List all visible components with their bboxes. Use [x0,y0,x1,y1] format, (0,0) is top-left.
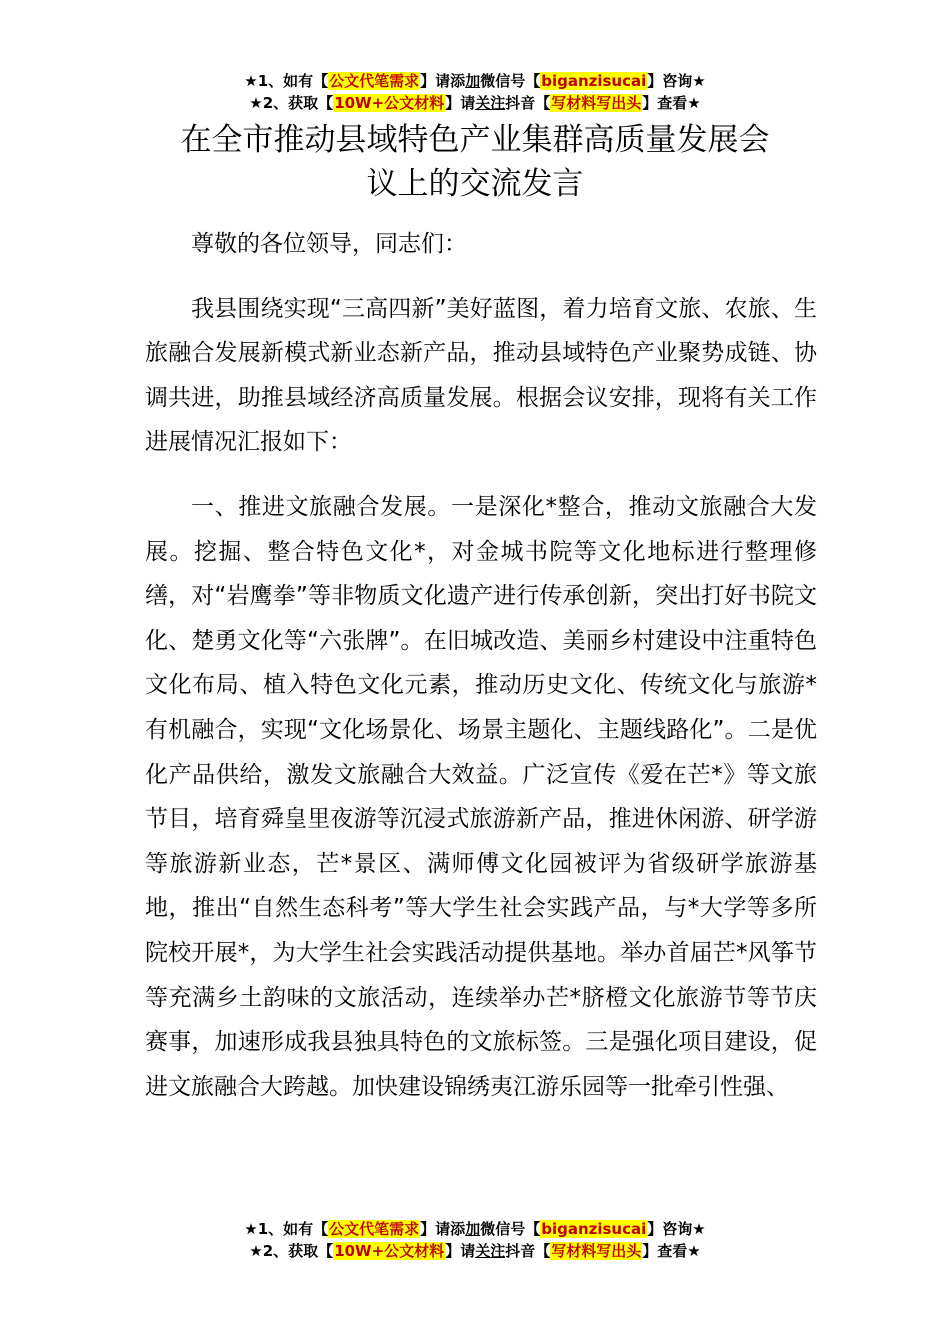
paragraph: 一、推进文旅融合发展。一是深化*整合，推动文旅融合大发展。挖掘、整合特色文化*，对金城书院等文化地标进行整理修缮，对“岩鹰拳”等非物质文化遗产进行传承创新，突出打好书院文化、楚勇文化等“六张牌”。在旧城改造、美丽乡村建设中注重特色文化布局、植入特色文化元素，推动历史文化、传统文化与旅游*有机融合，实现“文化场景化、场景主题化、主题线路化”。二是优化产品供给，激发文旅融合大效益。广泛宣传《爱在芒*》等文旅节目，培育舜皇里夜游等沉浸式旅游新产品，推进休闲游、研学游等旅游新业态，芒*景区、满师傅文化园被评为省级研学旅游基地，推出“自然生态科考”等大学生社会实践产品，与*大学等多所院校开展*，为大学生社会实践活动提供基地。举办首届芒*风筝节等充满乡土韵味的文旅活动，连续举办芒*脐橙文化旅游节等节庆赛事，加速形成我县独具特色的文旅标签。三是强化项目建设，促进文旅融合大跨越。加快建设锦绣夷江游乐园等一批牵引性强、 [145,493,817,1100]
notice-line-1 [0,1218,950,1240]
notice-highlight: 10W+公文材料 [334,1242,445,1260]
notice-text: 】请 [445,94,476,112]
notice-text: ★1、如有【 [244,1220,329,1238]
notice-text: 】咨询★ [647,1220,706,1238]
notice-highlight: biganzisucai [541,72,647,90]
notice-text: 微信号【 [480,1220,541,1238]
notice-highlight: 写材料写出头 [551,1242,642,1260]
footer-notice [0,1218,950,1262]
notice-highlight: 写材料写出头 [551,94,642,112]
notice-text: 】查看★ [642,94,701,112]
notice-highlight: biganzisucai [541,1220,647,1238]
header-notice [0,70,950,114]
notice-line-2 [0,92,950,114]
notice-underline: 加 [465,72,481,90]
salutation: 尊敬的各位领导，同志们： [191,231,467,257]
notice-text: 抖音【 [505,94,551,112]
notice-line-2 [0,1240,950,1262]
notice-text: ★1、如有【 [244,72,329,90]
notice-text: 】查看★ [642,1242,701,1260]
notice-underline: 关注 [475,94,506,112]
notice-text: 】请添 [420,1220,466,1238]
title-line: 在全市推动县域特色产业集群高质量发展会 [180,122,770,158]
notice-text: 】请 [445,1242,476,1260]
notice-text: 微信号【 [480,72,541,90]
notice-text: 抖音【 [505,1242,551,1260]
notice-text: ★2、获取【 [249,94,334,112]
notice-highlight: 公文代笔需求 [329,1220,420,1238]
notice-underline: 加 [465,1220,481,1238]
document-body [145,222,817,1109]
paragraph: 我县围绕实现“三高四新”美好蓝图，着力培育文旅、农旅、生旅融合发展新模式新业态新产品，推动县域特色产业聚势成链、协调共进，助推县域经济高质量发展。根据会议安排，现将有关工作进展情况汇报如下： [145,295,817,456]
notice-line-1 [0,70,950,92]
notice-text: ★2、获取【 [249,1242,334,1260]
document-title [140,118,810,206]
notice-highlight: 10W+公文材料 [334,94,445,112]
notice-underline: 关注 [475,1242,506,1260]
notice-text: 】请添 [420,72,466,90]
notice-highlight: 公文代笔需求 [329,72,420,90]
notice-text: 】咨询★ [647,72,706,90]
title-line: 议上的交流发言 [366,166,584,202]
